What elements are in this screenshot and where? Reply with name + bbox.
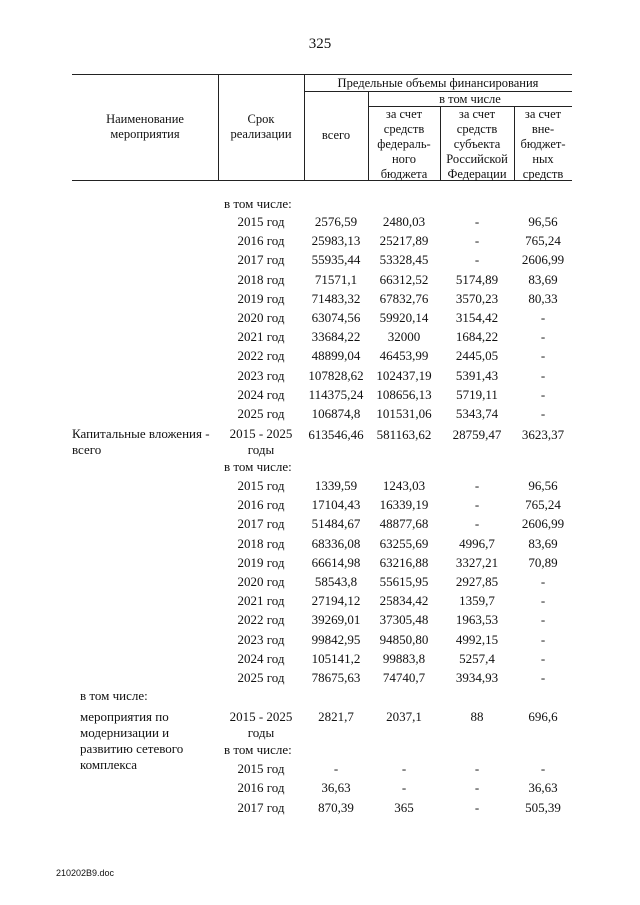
page-number: 325	[308, 36, 332, 52]
year-label: 2018 год	[237, 535, 285, 551]
regional-value: -	[474, 516, 480, 532]
section3-subheading: в том числе:	[224, 742, 292, 757]
table-row	[0, 346, 640, 365]
year-label: 2025 год	[237, 406, 285, 421]
extra-value: -	[540, 348, 546, 364]
extra-value: 2606,99	[521, 516, 565, 532]
section2-subheading: в том числе:	[224, 459, 292, 474]
table-row	[0, 778, 640, 797]
federal-value: 2480,03	[382, 214, 426, 229]
total-value: 613546,46	[308, 427, 364, 442]
total-value: 114375,24	[308, 386, 364, 402]
regional-value: -	[474, 478, 480, 493]
extra-value: 2606,99	[521, 252, 565, 268]
regional-value: 88	[470, 709, 484, 724]
total-value: 105141,2	[311, 650, 361, 666]
federal-value: 2037,1	[386, 709, 422, 724]
year-label: 2022 год	[237, 348, 285, 364]
federal-value: 102437,19	[376, 367, 432, 383]
federal-value: 108656,13	[376, 386, 432, 402]
regional-value: 2927,85	[455, 574, 499, 589]
year-label: 2018 год	[237, 271, 285, 287]
section2-label: Капитальные вложения - всего	[72, 426, 210, 457]
total-value: 48899,04	[311, 348, 361, 364]
extra-value: 765,24	[525, 233, 561, 249]
year-label: 2020 год	[237, 574, 285, 589]
section2-totals-row	[0, 425, 640, 444]
regional-value: 4996,7	[459, 535, 495, 551]
regional-value: -	[474, 252, 480, 268]
year-label: 2017 год	[237, 516, 285, 532]
regional-value: 5343,74	[455, 406, 499, 421]
extra-value: -	[540, 310, 546, 325]
table-row	[0, 327, 640, 346]
regional-value: -	[474, 799, 480, 815]
extra-value: -	[540, 650, 546, 666]
regional-value: 3570,23	[455, 290, 499, 306]
federal-value: 63255,69	[379, 535, 429, 551]
federal-value: 59920,14	[379, 310, 429, 325]
extra-value: 505,39	[525, 799, 561, 815]
regional-value: 4992,15	[455, 631, 499, 647]
federal-value: 74740,7	[382, 670, 426, 685]
federal-value: 46453,99	[379, 348, 429, 364]
section3-period: 2015 - 2025 годы	[229, 709, 293, 740]
year-label: 2017 год	[237, 252, 285, 268]
extra-value: 765,24	[525, 497, 561, 513]
extra-value: 696,6	[528, 709, 558, 724]
extra-value: -	[540, 386, 546, 402]
year-label: 2023 год	[237, 367, 285, 383]
section2-period: 2015 - 2025 годы	[229, 426, 293, 457]
year-label: 2024 год	[237, 650, 285, 666]
total-value: 2576,59	[314, 214, 358, 229]
federal-value: 25217,89	[379, 233, 429, 249]
total-value: 71483,32	[311, 290, 361, 306]
total-value: 58543,8	[314, 574, 358, 589]
federal-value: 99883,8	[382, 650, 426, 666]
regional-value: 5391,43	[455, 367, 499, 383]
extra-value: -	[540, 593, 546, 609]
total-value: 78675,63	[311, 670, 361, 685]
extra-value: 80,33	[528, 290, 558, 306]
table-row	[0, 476, 640, 495]
year-label: 2021 год	[237, 329, 285, 345]
table-row	[0, 250, 640, 269]
federal-value: 63216,88	[379, 554, 429, 570]
federal-value: 48877,68	[379, 516, 429, 532]
table-row	[0, 610, 640, 629]
extra-value: -	[540, 406, 546, 421]
header-period: Срок реализации	[230, 112, 292, 141]
regional-value: 5174,89	[455, 271, 499, 287]
table-row	[0, 514, 640, 533]
federal-value: 66312,52	[379, 271, 429, 287]
section1-subheading: в том числе:	[224, 196, 292, 211]
regional-value: -	[474, 761, 480, 776]
table-row	[0, 668, 640, 687]
total-value: 63074,56	[311, 310, 361, 325]
regional-value: 3934,93	[455, 670, 499, 685]
section3-intro: в том числе:	[80, 688, 148, 703]
regional-value: -	[474, 214, 480, 229]
regional-value: 3327,21	[455, 554, 499, 570]
federal-value: 365	[394, 799, 414, 815]
year-label: 2015 год	[237, 761, 285, 776]
header-name: Наименование мероприятия	[106, 112, 184, 141]
federal-value: 67832,76	[379, 290, 429, 306]
total-value: 71571,1	[314, 271, 358, 287]
total-value: 99842,95	[311, 631, 361, 647]
federal-value: 55615,95	[379, 574, 429, 589]
regional-value: 28759,47	[452, 427, 502, 442]
regional-value: -	[474, 233, 480, 249]
table-row	[0, 231, 640, 250]
regional-value: 5719,11	[456, 386, 498, 402]
total-value: 1339,59	[314, 478, 358, 493]
year-label: 2016 год	[237, 233, 285, 249]
extra-value: -	[540, 367, 546, 383]
year-label: 2015 год	[237, 478, 285, 493]
document-footer: 210202В9.doc	[56, 868, 115, 878]
total-value: -	[333, 761, 339, 776]
year-label: 2019 год	[237, 290, 285, 306]
table-row	[0, 591, 640, 610]
table-row	[0, 385, 640, 404]
table-row	[0, 572, 640, 591]
extra-value: -	[540, 612, 546, 628]
total-value: 33684,22	[311, 329, 361, 345]
federal-value: 16339,19	[379, 497, 429, 513]
federal-value: 101531,06	[376, 406, 432, 421]
table-row	[0, 534, 640, 553]
total-value: 51484,67	[311, 516, 361, 532]
federal-value: 37305,48	[379, 612, 429, 628]
table-row	[0, 308, 640, 327]
total-value: 107828,62	[308, 367, 364, 383]
table-row	[0, 404, 640, 423]
year-label: 2021 год	[237, 593, 285, 609]
header-top-rule	[72, 74, 572, 75]
year-label: 2023 год	[237, 631, 285, 647]
total-value: 66614,98	[311, 554, 361, 570]
extra-value: 96,56	[528, 214, 558, 229]
regional-value: 3154,42	[455, 310, 499, 325]
total-value: 55935,44	[311, 252, 361, 268]
federal-value: -	[401, 780, 407, 796]
regional-value: -	[474, 780, 480, 796]
year-label: 2016 год	[237, 780, 285, 796]
federal-value: 53328,45	[379, 252, 429, 268]
table-row	[0, 649, 640, 668]
regional-value: 1684,22	[455, 329, 499, 345]
extra-value: 3623,37	[521, 427, 565, 442]
table-row	[0, 270, 640, 289]
regional-value: 2445,05	[455, 348, 499, 364]
regional-value: 1359,7	[459, 593, 495, 609]
header-extra: за счет вне- бюджет- ных средств	[520, 107, 566, 181]
regional-value: 5257,4	[459, 650, 495, 666]
section3-label: мероприятия по модернизации и развитию сетевого комплекса	[80, 709, 184, 772]
table-row	[0, 798, 640, 817]
extra-value: 83,69	[528, 271, 558, 287]
table-row	[0, 553, 640, 572]
extra-value: -	[540, 631, 546, 647]
table-row	[0, 366, 640, 385]
extra-value: -	[540, 329, 546, 345]
federal-value: 32000	[387, 329, 421, 345]
extra-value: -	[540, 761, 546, 776]
year-label: 2022 год	[237, 612, 285, 628]
total-value: 27194,12	[311, 593, 361, 609]
total-value: 25983,13	[311, 233, 361, 249]
federal-value: 1243,03	[382, 478, 426, 493]
year-label: 2019 год	[237, 554, 285, 570]
regional-value: 1963,53	[455, 612, 499, 628]
table-row	[0, 759, 640, 778]
total-value: 2821,7	[318, 709, 354, 724]
header-group-title: Предельные объемы финансирования	[337, 76, 539, 90]
section3-totals-row	[0, 707, 640, 726]
year-label: 2017 год	[237, 799, 285, 815]
regional-value: -	[474, 497, 480, 513]
total-value: 39269,01	[311, 612, 361, 628]
extra-value: 36,63	[528, 780, 558, 796]
federal-value: 581163,62	[376, 427, 432, 442]
federal-value: -	[401, 761, 407, 776]
header-subgroup-title: в том числе	[439, 92, 501, 106]
federal-value: 94850,80	[379, 631, 429, 647]
extra-value: 83,69	[528, 535, 558, 551]
total-value: 106874,8	[311, 406, 361, 421]
year-label: 2025 год	[237, 670, 285, 685]
total-value: 17104,43	[311, 497, 361, 513]
header-regional: за счет средств субъекта Российской Федерации	[446, 107, 508, 181]
header-total: всего	[321, 128, 351, 142]
total-value: 68336,08	[311, 535, 361, 551]
year-label: 2024 год	[237, 386, 285, 402]
year-label: 2015 год	[237, 214, 285, 229]
table-row	[0, 212, 640, 231]
extra-value: -	[540, 670, 546, 685]
federal-value: 25834,42	[379, 593, 429, 609]
total-value: 870,39	[318, 799, 354, 815]
table-row	[0, 289, 640, 308]
extra-value: -	[540, 574, 546, 589]
year-label: 2020 год	[237, 310, 285, 325]
table-row	[0, 495, 640, 514]
total-value: 36,63	[321, 780, 351, 796]
table-row	[0, 630, 640, 649]
extra-value: 96,56	[528, 478, 558, 493]
year-label: 2016 год	[237, 497, 285, 513]
header-federal: за счет средств федераль- ного бюджета	[377, 107, 431, 181]
extra-value: 70,89	[528, 554, 558, 570]
